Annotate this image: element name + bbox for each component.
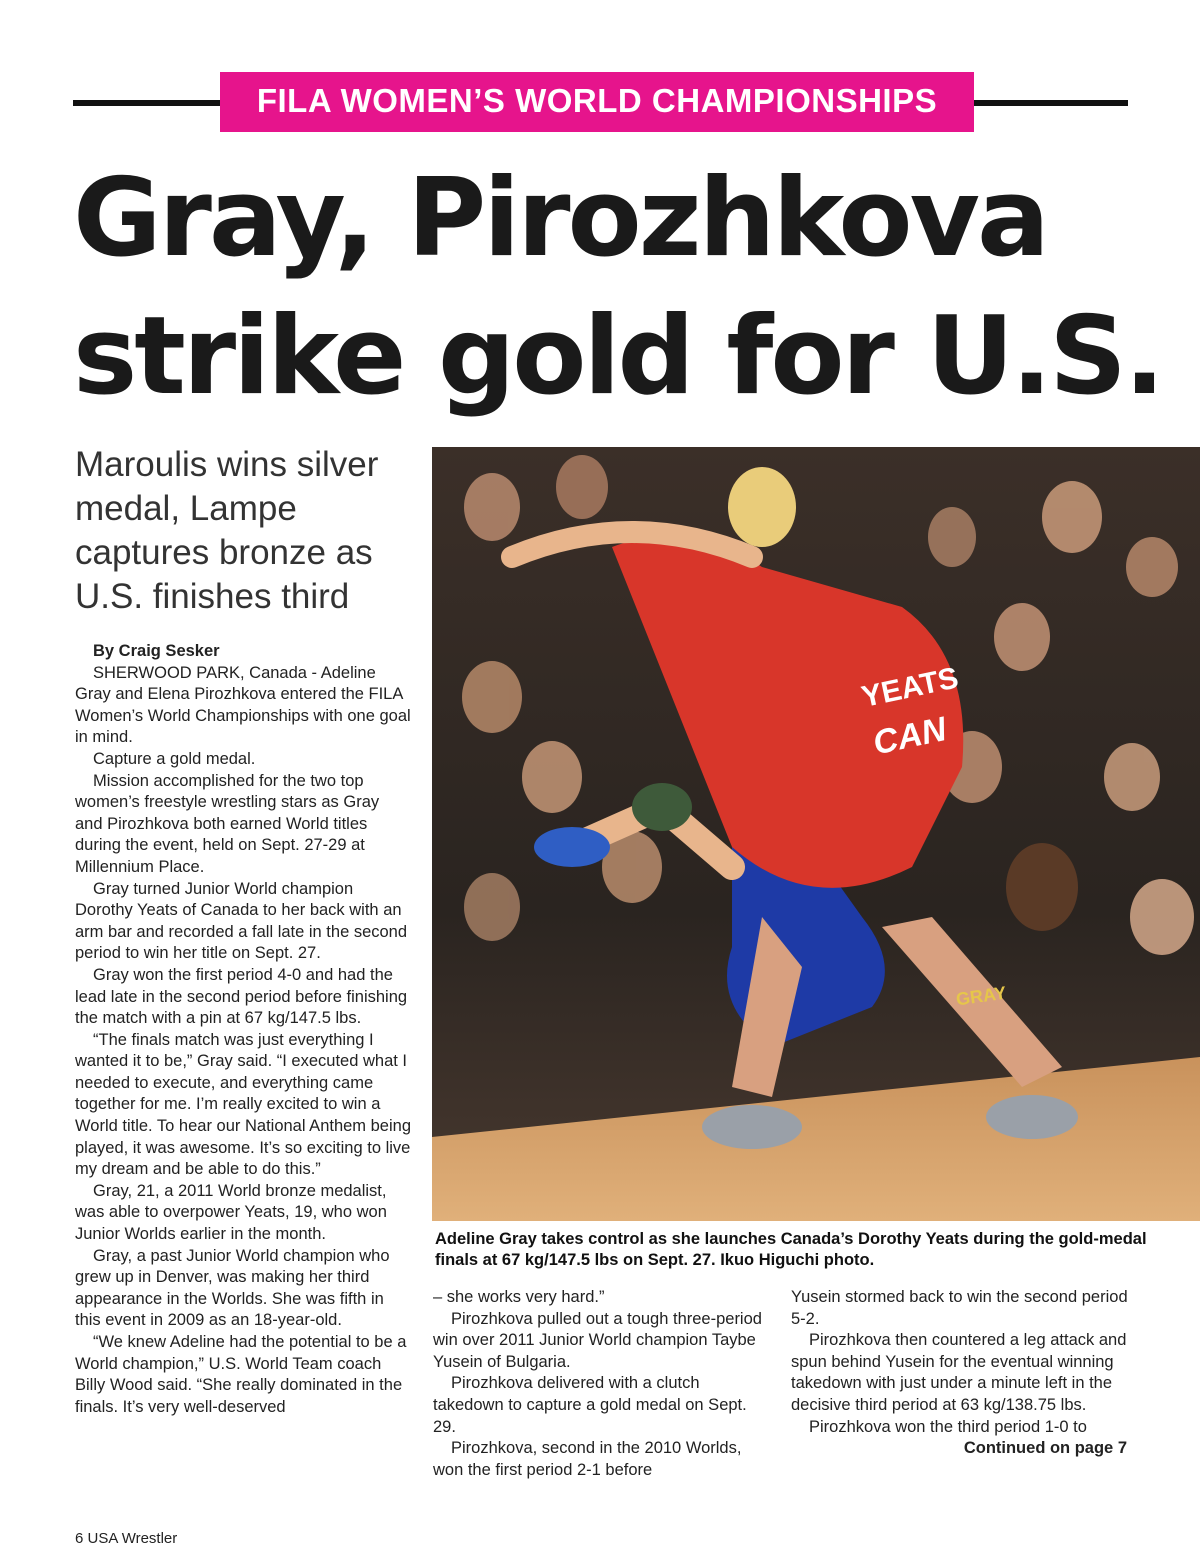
continued-link[interactable]: Continued on page 7 bbox=[963, 1439, 1127, 1458]
head-bottom-wrestler bbox=[1006, 843, 1078, 931]
paragraph: Pirozhkova, second in the 2010 Worlds, won the first period 2-1 before bbox=[433, 1439, 742, 1479]
paragraph: Gray, 21, a 2011 World bronze medalist, was able to overpower Yeats, 19, who won Junior Worlds earlier in the month. bbox=[75, 1181, 387, 1244]
headline bbox=[73, 150, 1183, 426]
paragraph: Capture a gold medal. bbox=[93, 749, 256, 768]
headline-line-2: strike gold for U.S. bbox=[73, 294, 1162, 419]
paragraph: Gray turned Junior World champion Dorothy Yeats of Canada to her back with an arm bar and recorded a fall late in the second period to win her title on Sept. 27. bbox=[75, 879, 408, 963]
head-top-wrestler bbox=[728, 467, 796, 547]
header-rule-right bbox=[972, 100, 1128, 106]
paragraph: “We knew Adeline had the potential to be a World champion,” U.S. World Team coach Billy Wood said. “She really dominated in the finals. It’s very well-deserved bbox=[75, 1333, 407, 1416]
shoe-right bbox=[986, 1095, 1078, 1139]
article-column-3 bbox=[791, 1287, 1131, 1460]
headline-line-1: Gray, Pirozhkova bbox=[73, 156, 1047, 281]
paragraph: Gray, a past Junior World champion who grew up in Denver, was making her third appearance in the Worlds. She was fifth in this event in 2009 as an 18-year-old. bbox=[75, 1246, 390, 1330]
paragraph: Gray won the first period 4-0 and had the lead late in the second period before finishing the match with a pin at 67 kg/147.5 lbs. bbox=[75, 965, 408, 1028]
wrestling-photo bbox=[432, 447, 1200, 1221]
paragraph: – she works very hard.” bbox=[433, 1288, 605, 1306]
article-column-1 bbox=[75, 641, 411, 1418]
shoe-left bbox=[702, 1105, 802, 1149]
shoe-blue bbox=[534, 827, 610, 867]
paragraph: Pirozhkova delivered with a clutch takedown to capture a gold medal on Sept. 29. bbox=[433, 1374, 747, 1436]
paragraph: “The finals match was just everything I wanted it to be,” Gray said. “I executed what I needed to execute, and everything came together for me. I’m really excited to win a World title. To hear our National Anthem being played, it was awesome. It’s so exciting to live my dream and be able to do this.” bbox=[75, 1030, 412, 1179]
deck-subhead: Maroulis wins silver medal, Lampe captures bronze as U.S. finishes third bbox=[75, 445, 379, 616]
article-column-2 bbox=[433, 1287, 763, 1481]
singlet-text: GRAY bbox=[954, 982, 1008, 1010]
page-folio: 6 USA Wrestler bbox=[75, 1530, 178, 1547]
jersey-text-2: CAN bbox=[869, 709, 950, 763]
jersey-text-1: YEATS bbox=[858, 661, 962, 715]
paragraph: Mission accomplished for the two top women’s freestyle wrestling stars as Gray and Pirozhkova both earned World titles during the event, held on Sept. 27-29 at Millennium Place. bbox=[75, 771, 380, 876]
byline: By Craig Sesker bbox=[93, 642, 220, 660]
header-rule-left bbox=[73, 100, 223, 106]
paragraph: SHERWOOD PARK, Canada - Adeline Gray and Elena Pirozhkova entered the FILA Women’s World Championships with one goal in mind. bbox=[75, 663, 411, 747]
photo-caption: Adeline Gray takes control as she launches Canada’s Dorothy Yeats during the gold-medal finals at 67 kg/147.5 lbs on Sept. 27. Ikuo Higuchi photo. bbox=[435, 1230, 1147, 1269]
paragraph: Pirozhkova then countered a leg attack and spun behind Yusein for the eventual winning takedown with just under a minute left in the decisive third period at 63 kg/138.75 lbs. bbox=[791, 1331, 1127, 1414]
paragraph: Pirozhkova won the third period 1-0 to bbox=[809, 1417, 1087, 1436]
section-kicker: FILA WOMEN’S WORLD CHAMPIONSHIPS bbox=[220, 72, 974, 132]
paragraph: Yusein stormed back to win the second period 5-2. bbox=[791, 1288, 1128, 1328]
paragraph: Pirozhkova pulled out a tough three-period win over 2011 Junior World champion Taybe Yusein of Bulgaria. bbox=[433, 1309, 762, 1371]
